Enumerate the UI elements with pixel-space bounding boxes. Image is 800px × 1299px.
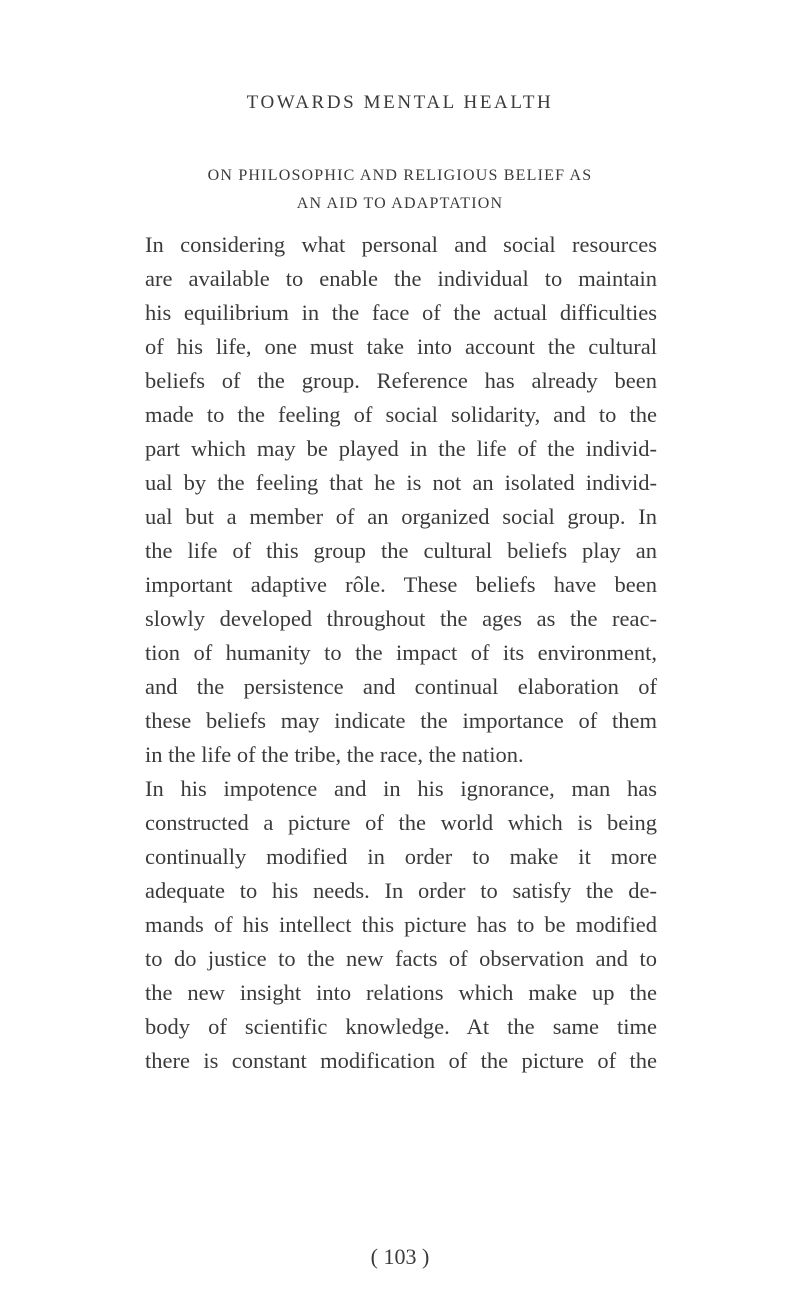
page-number: ( 103 ) [370, 1244, 430, 1269]
text-line: slowly developed throughout the ages as the reac- [145, 606, 657, 631]
text-line: tion of humanity to the impact of its environment, [145, 640, 657, 665]
running-head: TOWARDS MENTAL HEALTH [246, 92, 554, 113]
text-line: are available to enable the individual to maintain [145, 266, 657, 291]
body-text [145, 228, 657, 1078]
text-line: mands of his intellect this picture has to be modified [145, 912, 657, 937]
section-heading-line: ON PHILOSOPHIC AND RELIGIOUS BELIEF AS [207, 167, 593, 184]
text-line: to do justice to the new facts of observation and to [145, 946, 657, 971]
text-line: in the life of the tribe, the race, the nation. [145, 742, 524, 767]
text-line: the new insight into relations which make up the [145, 980, 657, 1005]
section-heading-line: AN AID TO ADAPTATION [296, 195, 504, 212]
text-line: the life of this group the cultural beliefs play an [145, 538, 657, 563]
text-line: part which may be played in the life of the individ- [145, 436, 657, 461]
text-line: In considering what personal and social resources [145, 232, 657, 257]
text-line: these beliefs may indicate the importance of them [145, 708, 657, 733]
text-line: constructed a picture of the world which is being [145, 810, 657, 835]
text-line: continually modified in order to make it more [145, 844, 657, 869]
section-heading [0, 162, 800, 218]
text-line: ual by the feeling that he is not an isolated individ- [145, 470, 657, 495]
text-line: body of scientific knowledge. At the same time [145, 1014, 657, 1039]
text-line: of his life, one must take into account the cultural [145, 334, 657, 359]
text-line: his equilibrium in the face of the actual difficulties [145, 300, 657, 325]
text-line: ual but a member of an organized social group. In [145, 504, 657, 529]
text-line: and the persistence and continual elaboration of [145, 674, 657, 699]
text-line: beliefs of the group. Reference has already been [145, 368, 657, 393]
text-line: adequate to his needs. In order to satisfy the de- [145, 878, 657, 903]
text-line: there is constant modification of the picture of the [145, 1048, 657, 1073]
text-line: made to the feeling of social solidarity, and to the [145, 402, 657, 427]
text-line: important adaptive rôle. These beliefs have been [145, 572, 657, 597]
text-line: In his impotence and in his ignorance, man has [145, 776, 657, 801]
